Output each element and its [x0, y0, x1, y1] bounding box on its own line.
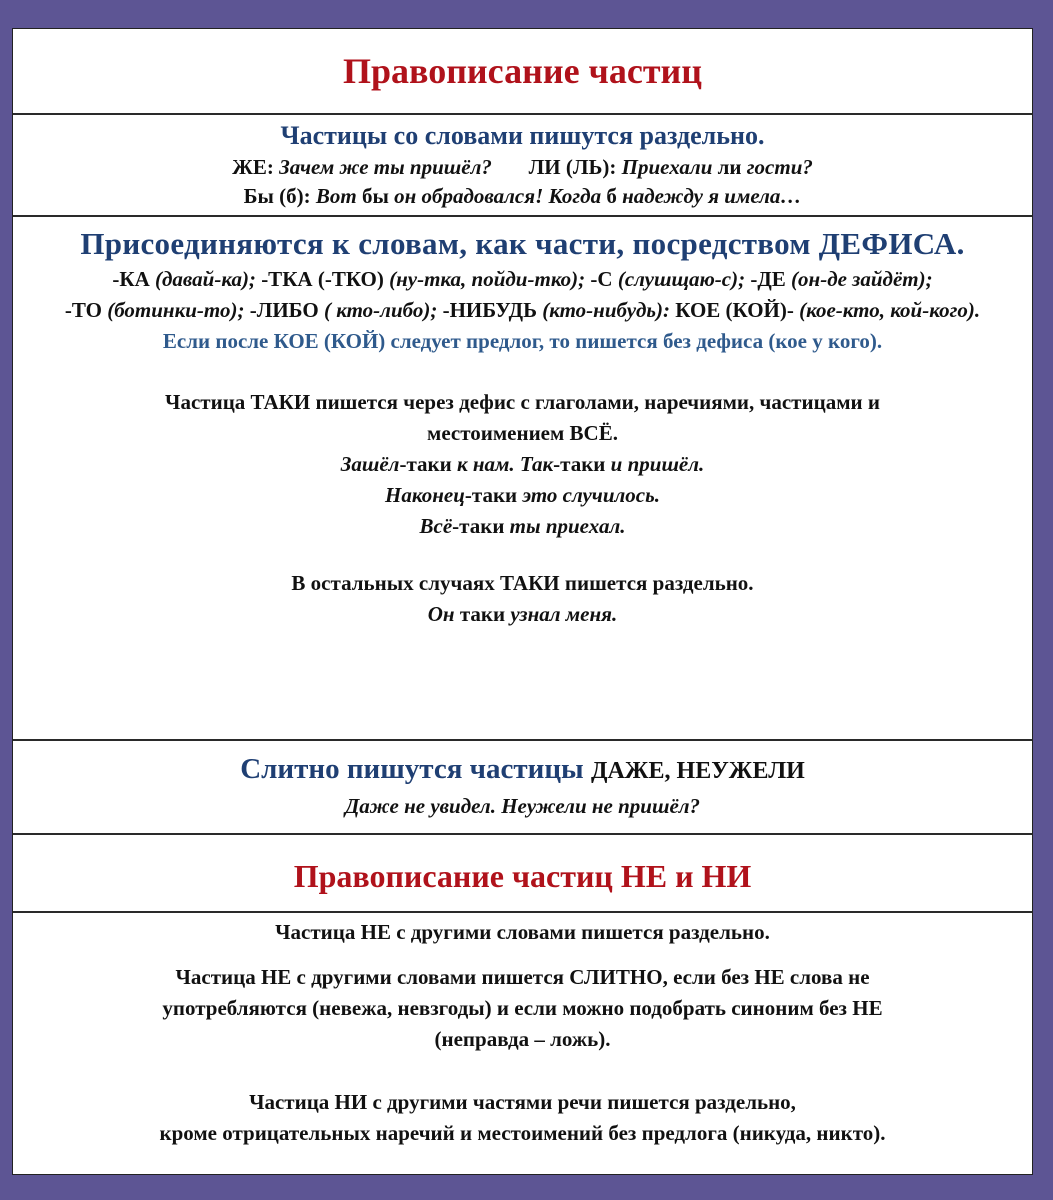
ne-rule-2-line-2: употребляются (невежа, невзгоды) и если можно подобрать синоним без НЕ: [162, 996, 883, 1020]
de-example: (он-де зайдёт);: [791, 267, 933, 291]
zhe-example-end: ты пришёл?: [373, 155, 492, 179]
ka-example: (давай-ка);: [155, 267, 256, 291]
hyphen-list-line-2: [37, 295, 1008, 326]
ne-rule-2-line-3: (неправда – ложь).: [434, 1027, 611, 1051]
taki-other-c: узнал меня.: [510, 602, 618, 626]
s-particle: -С: [590, 267, 613, 291]
taki-ex3-a: Всё: [419, 514, 453, 538]
taki-example-1: [37, 449, 1008, 480]
together-heading: [13, 749, 1032, 791]
koe-example: (кое-кто, кой-кого).: [799, 298, 981, 322]
together-heading-text: Слитно пишутся частицы: [240, 753, 584, 785]
b-particle: б: [606, 184, 617, 208]
libo-particle: -ЛИБО: [249, 298, 319, 322]
ne-ni-title-section: [13, 835, 1032, 911]
ne-rule-1: Частица НЕ с другими словами пишется раздельно.: [275, 920, 770, 944]
rules-sheet: [12, 28, 1033, 1175]
taki-rule-line-1: Частица ТАКИ пишется через дефис с глаголами, наречиями, частицами и: [165, 390, 880, 414]
zhe-example: Зачем же: [279, 155, 369, 179]
hyphen-section: [13, 217, 1032, 739]
libo-example: ( кто-либо);: [324, 298, 438, 322]
by-example-a: Вот: [315, 184, 357, 208]
taki-ex2-b: -таки: [464, 483, 518, 507]
by-example-e: надежду я имела…: [622, 184, 802, 208]
nibud-example: (кто-нибудь):: [542, 298, 670, 322]
together-section: [13, 741, 1032, 833]
li-example: Приехали: [621, 155, 713, 179]
de-particle: -ДЕ: [750, 267, 786, 291]
taki-ex2-a: Наконец: [385, 483, 465, 507]
ne-rule-2-line-1: Частица НЕ с другими словами пишется СЛИТНО, если без НЕ слова не: [175, 965, 870, 989]
taki-example-2: [37, 480, 1008, 511]
taki-ex1-b: -таки: [399, 452, 452, 476]
taki-ex1-c: к нам. Так: [456, 452, 554, 476]
taki-example-3: [37, 511, 1008, 542]
li-label: ЛИ (ЛЬ):: [528, 155, 617, 179]
to-particle: -ТО: [64, 298, 102, 322]
zhe-li-line: [13, 153, 1032, 182]
ne-ni-title: Правописание частиц НЕ и НИ: [293, 858, 752, 894]
zhe-label: ЖЕ:: [232, 155, 274, 179]
by-particle: бы: [361, 184, 389, 208]
taki-ex3-b: -таки: [452, 514, 505, 538]
taki-ex3-c: ты приехал.: [509, 514, 626, 538]
tka-particle: -ТКА (-ТКО): [261, 267, 384, 291]
ne-ni-section: [13, 913, 1032, 1175]
separate-section: [13, 115, 1032, 215]
ni-rule-line-1: Частица НИ с другими частями речи пишется раздельно,: [249, 1090, 796, 1114]
by-line: [13, 182, 1032, 211]
taki-other-a: Он: [427, 602, 455, 626]
main-title-section: [13, 29, 1032, 113]
taki-rule-line-2: местоимением ВСЁ.: [427, 421, 618, 445]
together-example: Даже не увидел. Неужели не пришёл?: [344, 794, 701, 818]
li-example-end: гости?: [746, 155, 813, 179]
tka-example: (ну-тка, пойди-тко);: [389, 267, 586, 291]
s-example: (слушщаю-с);: [617, 267, 746, 291]
ka-particle: -КА: [112, 267, 150, 291]
koe-particle: КОЕ (КОЙ)-: [675, 298, 794, 322]
taki-ex1-a: Зашёл: [340, 452, 400, 476]
page-title: Правописание частиц: [342, 51, 703, 91]
by-label: Бы (б):: [243, 184, 311, 208]
taki-other-rule: В остальных случаях ТАКИ пишется раздельно.: [291, 571, 754, 595]
hyphen-heading: Присоединяются к словам, как части, посредством ДЕФИСА.: [80, 226, 965, 261]
hyphen-list-line-1: [37, 264, 1008, 295]
nibud-particle: -НИБУДЬ: [442, 298, 538, 322]
together-particles: ДАЖЕ, НЕУЖЕЛИ: [590, 758, 805, 784]
by-example-c: он обрадовался! Когда: [394, 184, 602, 208]
to-example: (ботинки-то);: [107, 298, 245, 322]
taki-ex1-e: и пришёл.: [610, 452, 705, 476]
taki-ex2-c: это случилось.: [522, 483, 660, 507]
koe-note: Если после КОЕ (КОЙ) следует предлог, то пишется без дефиса (кое у кого).: [162, 329, 883, 353]
ni-rule-line-2: кроме отрицательных наречий и местоимений без предлога (никуда, никто).: [159, 1121, 886, 1145]
taki-other-example: [37, 599, 1008, 630]
separate-heading: Частицы со словами пишутся раздельно.: [280, 121, 765, 150]
taki-ex1-d: -таки: [553, 452, 606, 476]
taki-other-b: таки: [459, 602, 506, 626]
li-particle: ли: [717, 155, 742, 179]
